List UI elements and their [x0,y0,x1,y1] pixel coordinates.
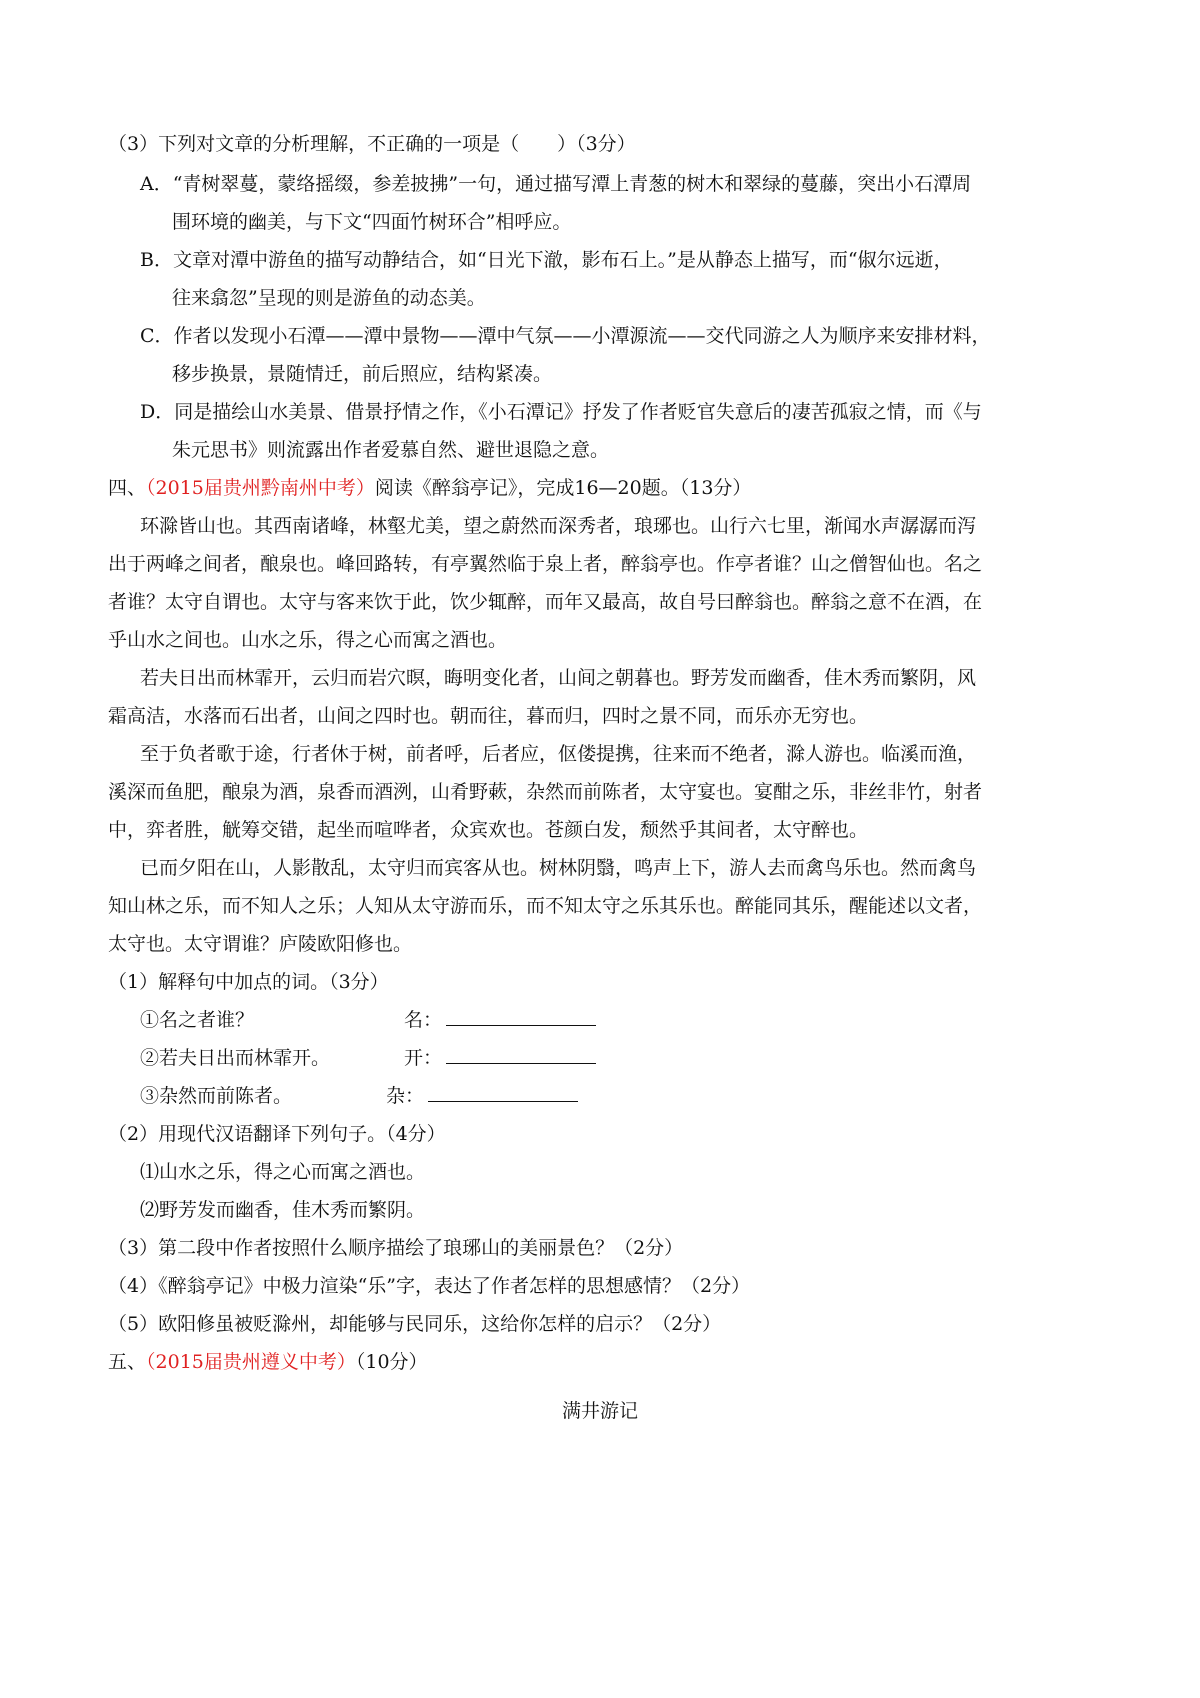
q2-item-1: ⑴山水之乐，得之心而寓之酒也。 [140,1161,426,1183]
q1-item-1 [140,1007,254,1033]
q1-item-2-text: ②若夫日出而林霏开。 [140,1047,331,1069]
section4-heading [108,475,751,501]
answer-blank[interactable] [446,1045,596,1064]
section5-number: 五、 [108,1351,147,1373]
section5-source: （2015届贵州遵义中考） [146,1351,356,1373]
q1-item-3-text: ③杂然而前陈者。 [140,1085,293,1107]
passage-p1-line2: 出于两峰之间者，酿泉也。峰回路转，有亭翼然临于泉上者，醉翁亭也。作亭者谁？山之僧智仙也。名之 [108,553,983,575]
q3-stem: （3）下列对文章的分析理解，不正确的一项是（ ）（3分） [108,133,636,155]
option-a-line2: 围环境的幽美，与下文“四面竹树环合”相呼应。 [172,211,572,233]
option-d-line2: 朱元思书》则流露出作者爱慕自然、避世退隐之意。 [172,439,610,461]
passage-p4-line2: 知山林之乐，而不知人之乐；人知从太守游而乐，而不知太守之乐其乐也。醉能同其乐，醒能述以文者， [108,895,983,917]
q1-item-2-answer [404,1045,596,1071]
section4-instruction: 阅读《醉翁亭记》，完成16—20题。（13分） [374,477,752,499]
q1-item-3-answer [386,1083,578,1109]
passage-p2-line1: 若夫日出而林霏开，云归而岩穴暝，晦明变化者，山间之朝暮也。野芳发而幽香，佳木秀而繁阴，风 [140,667,977,689]
option-b-line2: 往来翕忽”呈现的则是游鱼的动态美。 [172,287,486,309]
q1-item-2-label: 开： [404,1047,443,1069]
passage-p3-line2: 溪深而鱼肥，酿泉为酒，泉香而酒洌，山肴野蔌，杂然而前陈者，太守宴也。宴酣之乐，非丝非竹，射者 [108,781,983,803]
passage-p4-line3: 太守也。太守谓谁？庐陵欧阳修也。 [108,933,413,955]
passage-p3-line1: 至于负者歌于途，行者休于树，前者呼，后者应，伛偻提携，往来而不绝者，滁人游也。临溪而渔， [140,743,977,765]
section5-score: （10分） [355,1351,428,1373]
option-b-line1: B．文章对潭中游鱼的描写动静结合，如“日光下澈，影布石上。”是从静态上描写，而“俶尔远逝， [140,249,953,271]
passage-p2-line2: 霜高洁，水落而石出者，山间之四时也。朝而往，暮而归，四时之景不同，而乐亦无穷也。 [108,705,869,727]
passage-p3-line3: 中，弈者胜，觥筹交错，起坐而喧哗者，众宾欢也。苍颜白发，颓然乎其间者，太守醉也。 [108,819,869,841]
question-1: （1）解释句中加点的词。（3分） [108,971,389,993]
question-3: （3）第二段中作者按照什么顺序描绘了琅琊山的美丽景色？（2分） [108,1237,684,1259]
passage-p1-line1: 环滁皆山也。其西南诸峰，林壑尤美，望之蔚然而深秀者，琅琊也。山行六七里，渐闻水声潺潺而泻 [140,515,977,537]
answer-blank[interactable] [428,1083,578,1102]
q1-item-3-label: 杂： [386,1085,425,1107]
answer-blank[interactable] [446,1007,596,1026]
option-a-line1: A．“青树翠蔓，蒙络摇缀，参差披拂”一句，通过描写潭上青葱的树木和翠绿的蔓藤，突出小石潭周 [140,173,972,195]
q1-item-3 [140,1083,292,1109]
section4-number: 四、 [108,477,147,499]
passage-title: 满井游记 [561,1400,638,1422]
q1-item-1-answer [404,1007,596,1033]
question-2: （2）用现代汉语翻译下列句子。（4分） [108,1123,446,1145]
q2-item-2: ⑵野芳发而幽香，佳木秀而繁阴。 [140,1199,426,1221]
question-5: （5）欧阳修虽被贬滁州，却能够与民同乐，这给你怎样的启示？（2分） [108,1313,722,1335]
q1-item-1-text: ①名之者谁？ [140,1009,255,1031]
passage-p1-line4: 乎山水之间也。山水之乐，得之心而寓之酒也。 [108,629,508,651]
option-d-line1: D．同是描绘山水美景、借景抒情之作，《小石潭记》抒发了作者贬官失意后的凄苦孤寂之情，而《与 [140,401,982,423]
option-c-line2: 移步换景，景随情迁，前后照应，结构紧凑。 [172,363,553,385]
passage-p1-line3: 者谁？太守自谓也。太守与客来饮于此，饮少辄醉，而年又最高，故自号曰醉翁也。醉翁之意不在酒，在 [108,591,983,613]
q1-item-2 [140,1045,330,1071]
q1-item-1-label: 名： [404,1009,443,1031]
section4-source: （2015届贵州黔南州中考） [146,477,375,499]
section5-heading [108,1349,428,1375]
question-4: （4）《醉翁亭记》中极力渲染“乐”字，表达了作者怎样的思想感情？（2分） [108,1275,751,1297]
passage-p4-line1: 已而夕阳在山，人影散乱，太守归而宾客从也。树林阴翳，鸣声上下，游人去而禽鸟乐也。然而禽鸟 [140,857,977,879]
option-c-line1: C．作者以发现小石潭——潭中景物——潭中气氛——小潭源流——交代同游之人为顺序来安排材料， [140,325,991,347]
